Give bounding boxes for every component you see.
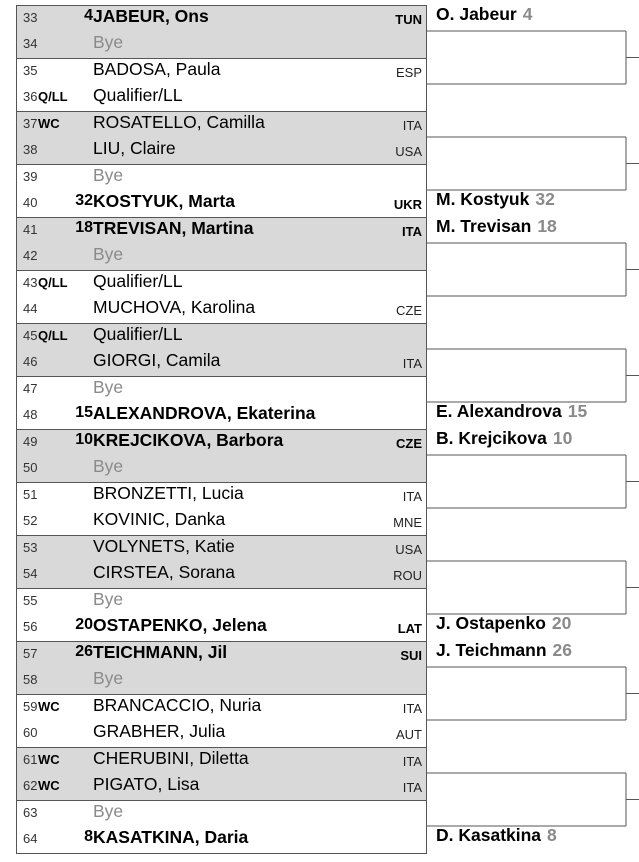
round-winner[interactable]: [436, 401, 587, 422]
winner-name: J. Ostapenko: [436, 613, 546, 633]
winner-name: O. Jabeur: [436, 4, 517, 24]
winner-name: E. Alexandrova: [436, 401, 562, 421]
nationality-code: ITA: [402, 489, 422, 504]
match-box: [16, 111, 427, 165]
match-box: [16, 58, 427, 112]
nationality-code: ITA: [402, 701, 422, 716]
draw-position: 40: [23, 195, 38, 210]
player-row[interactable]: [17, 217, 426, 243]
winner-seed: 15: [567, 401, 588, 421]
draw-position: 60: [23, 725, 38, 740]
nationality-code: USA: [395, 542, 422, 557]
player-row[interactable]: [17, 84, 426, 110]
entry-tag: Q/LL: [38, 275, 68, 290]
nationality-code: ROU: [393, 568, 422, 583]
player-row[interactable]: [17, 5, 426, 31]
player-row[interactable]: [17, 296, 426, 322]
player-name[interactable]: Bye: [93, 165, 124, 185]
winner-seed: 8: [547, 825, 557, 845]
match-box: [16, 694, 427, 748]
player-name[interactable]: Bye: [93, 801, 124, 821]
seed-number: 18: [75, 219, 93, 236]
player-name[interactable]: BADOSA, Paula: [93, 59, 221, 79]
match-box: [16, 429, 427, 483]
seed-number: 15: [75, 404, 93, 421]
round-winner[interactable]: [436, 825, 557, 846]
match-box: [16, 323, 427, 377]
nationality-code: AUT: [396, 727, 422, 742]
winner-seed: 26: [552, 640, 573, 660]
nationality-code: ITA: [402, 780, 422, 795]
draw-position: 42: [23, 248, 38, 263]
player-row[interactable]: [17, 323, 426, 349]
round-winner[interactable]: [436, 4, 532, 25]
nationality-code: CZE: [396, 436, 422, 451]
draw-position: 33: [23, 10, 38, 25]
match-box: [16, 482, 427, 536]
nationality-code: UKR: [393, 197, 422, 212]
match-box: [16, 535, 427, 589]
player-name[interactable]: CHERUBINI, Diletta: [93, 748, 249, 768]
match-box: [16, 270, 427, 324]
player-name[interactable]: TREVISAN, Martina: [93, 218, 254, 238]
player-name[interactable]: Bye: [93, 668, 124, 688]
nationality-code: SUI: [400, 648, 422, 663]
player-row[interactable]: [17, 190, 426, 216]
winner-seed: 32: [535, 189, 555, 209]
player-row[interactable]: [17, 561, 426, 587]
draw-position: 39: [23, 169, 38, 184]
winner-name: D. Kasatkina: [436, 825, 542, 845]
draw-position: 41: [23, 222, 38, 237]
player-row[interactable]: [17, 694, 426, 720]
player-row[interactable]: [17, 667, 426, 693]
player-name[interactable]: JABEUR, Ons: [93, 6, 209, 26]
nationality-code: ESP: [395, 65, 422, 80]
player-name[interactable]: Qualifier/LL: [93, 85, 183, 105]
winner-name: M. Kostyuk: [436, 189, 530, 209]
match-box: [16, 217, 427, 271]
seed-number: 10: [75, 431, 93, 448]
player-row[interactable]: [17, 243, 426, 269]
nationality-code: LAT: [397, 621, 422, 636]
round-winner[interactable]: [436, 640, 572, 661]
player-name[interactable]: VOLYNETS, Katie: [93, 536, 235, 556]
winner-name: J. Teichmann: [436, 640, 547, 660]
draw-position: 35: [23, 63, 38, 78]
player-name[interactable]: BRONZETTI, Lucia: [93, 483, 244, 503]
winner-seed: 18: [537, 216, 557, 236]
entry-tag: Q/LL: [38, 328, 68, 343]
nationality-code: MNE: [393, 515, 422, 530]
winner-seed: 20: [551, 613, 572, 633]
draw-position: 58: [23, 672, 38, 687]
nationality-code: USA: [395, 144, 422, 159]
player-name[interactable]: ALEXANDROVA, Ekaterina: [93, 403, 316, 423]
player-name[interactable]: Bye: [93, 589, 124, 609]
nationality-code: ITA: [402, 356, 422, 371]
winner-name: B. Krejcikova: [436, 428, 547, 448]
entry-tag: WC: [38, 116, 60, 131]
nationality-code: CZE: [396, 303, 422, 318]
nationality-code: ITA: [402, 754, 422, 769]
player-name[interactable]: LIU, Claire: [93, 138, 176, 158]
player-row[interactable]: [17, 58, 426, 84]
seed-number: 26: [75, 643, 93, 660]
player-row[interactable]: [17, 349, 426, 375]
seed-number: 8: [84, 828, 93, 845]
winner-name: M. Trevisan: [436, 216, 532, 236]
player-name[interactable]: BRANCACCIO, Nuria: [93, 695, 262, 715]
match-box: [16, 376, 427, 430]
seed-number: 20: [75, 616, 93, 633]
player-row[interactable]: [17, 535, 426, 561]
player-row[interactable]: [17, 402, 426, 428]
player-row[interactable]: [17, 270, 426, 296]
player-row[interactable]: [17, 641, 426, 667]
player-name[interactable]: GIORGI, Camila: [93, 350, 221, 370]
draw-position: 36: [23, 89, 38, 104]
draw-position: 51: [23, 487, 38, 502]
round-winner[interactable]: [436, 216, 557, 237]
match-box: [16, 800, 427, 854]
player-row[interactable]: [17, 747, 426, 773]
nationality-code: TUN: [395, 12, 422, 27]
player-name[interactable]: Bye: [93, 32, 124, 52]
match-box: [16, 5, 427, 59]
draw-position: 63: [23, 805, 38, 820]
player-row[interactable]: [17, 137, 426, 163]
round-winner[interactable]: [436, 613, 571, 634]
entry-tag: Q/LL: [38, 89, 68, 104]
player-row[interactable]: [17, 800, 426, 826]
player-row[interactable]: [17, 826, 426, 852]
match-box: [16, 641, 427, 695]
draw-position: 56: [23, 619, 38, 634]
draw-position: 45: [23, 328, 38, 343]
draw-position: 61: [23, 752, 38, 767]
entry-tag: WC: [38, 699, 60, 714]
draw-position: 52: [23, 513, 38, 528]
player-row[interactable]: [17, 614, 426, 640]
player-name[interactable]: GRABHER, Julia: [93, 721, 226, 741]
player-row[interactable]: [17, 508, 426, 534]
draw-position: 48: [23, 407, 38, 422]
player-name[interactable]: CIRSTEA, Sorana: [93, 562, 235, 582]
draw-position: 54: [23, 566, 38, 581]
draw-position: 38: [23, 142, 38, 157]
player-row[interactable]: [17, 111, 426, 137]
draw-position: 47: [23, 381, 38, 396]
player-name[interactable]: KREJCIKOVA, Barbora: [93, 430, 284, 450]
draw-position: 59: [23, 699, 38, 714]
player-name[interactable]: Bye: [93, 456, 124, 476]
player-name[interactable]: Bye: [93, 377, 124, 397]
player-row[interactable]: [17, 164, 426, 190]
draw-position: 55: [23, 593, 38, 608]
nationality-code: ITA: [402, 224, 422, 239]
match-box: [16, 164, 427, 218]
player-name[interactable]: Bye: [93, 244, 124, 264]
draw-position: 57: [23, 646, 38, 661]
draw-position: 49: [23, 434, 38, 449]
seed-number: 4: [84, 7, 93, 24]
player-name[interactable]: PIGATO, Lisa: [93, 774, 200, 794]
winner-seed: 4: [522, 4, 533, 24]
player-row[interactable]: [17, 720, 426, 746]
draw-position: 50: [23, 460, 38, 475]
round-winner[interactable]: [436, 428, 572, 449]
draw-position: 43: [23, 275, 38, 290]
player-row[interactable]: [17, 482, 426, 508]
player-name[interactable]: ROSATELLO, Camilla: [93, 112, 265, 132]
player-name[interactable]: OSTAPENKO, Jelena: [93, 615, 267, 635]
draw-position: 64: [23, 831, 38, 846]
player-name[interactable]: Qualifier/LL: [93, 324, 183, 344]
player-row[interactable]: [17, 31, 426, 57]
entry-tag: WC: [38, 752, 60, 767]
player-row[interactable]: [17, 773, 426, 799]
draw-position: 34: [23, 36, 38, 51]
draw-position: 53: [23, 540, 38, 555]
draw-position: 46: [23, 354, 38, 369]
draw-position: 44: [23, 301, 38, 316]
winner-seed: 10: [552, 428, 573, 448]
player-name[interactable]: MUCHOVA, Karolina: [93, 297, 256, 317]
round-winner[interactable]: [436, 189, 555, 210]
player-name[interactable]: TEICHMANN, Jil: [93, 642, 228, 662]
draw-position: 37: [23, 116, 38, 131]
player-name[interactable]: KASATKINA, Daria: [93, 827, 249, 847]
seed-number: 32: [75, 192, 93, 209]
player-name[interactable]: KOSTYUK, Marta: [93, 191, 235, 211]
player-row[interactable]: [17, 455, 426, 481]
match-box: [16, 747, 427, 801]
player-row[interactable]: [17, 429, 426, 455]
match-box: [16, 588, 427, 642]
draw-position: 62: [23, 778, 38, 793]
nationality-code: ITA: [402, 118, 422, 133]
player-row[interactable]: [17, 376, 426, 402]
player-name[interactable]: Qualifier/LL: [93, 271, 183, 291]
player-row[interactable]: [17, 588, 426, 614]
entry-tag: WC: [38, 778, 60, 793]
player-name[interactable]: KOVINIC, Danka: [93, 509, 226, 529]
